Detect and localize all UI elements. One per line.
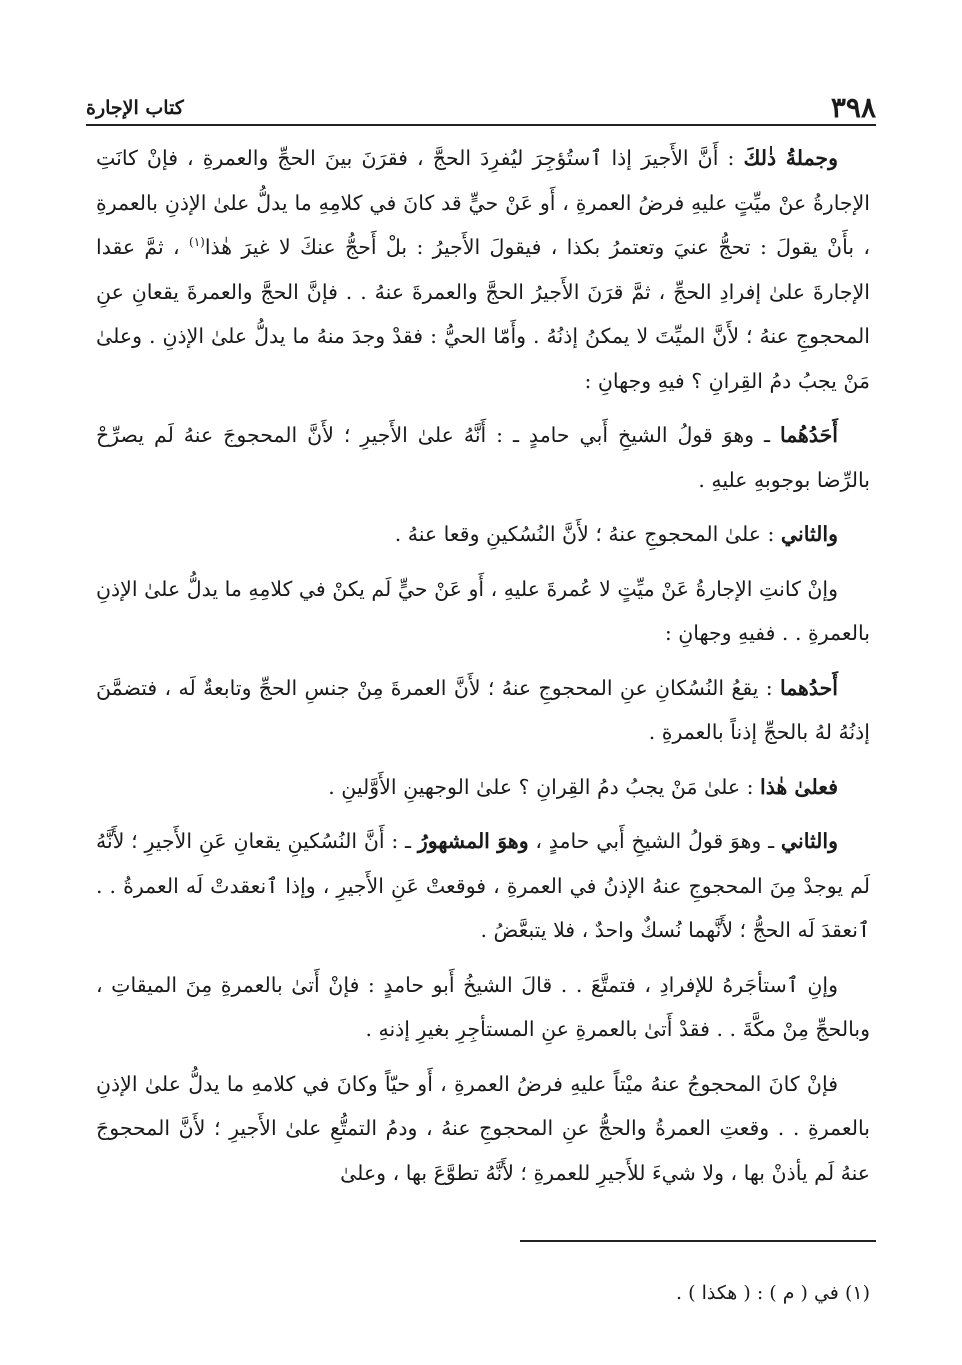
page-number: ٣٩٨ [830,91,876,124]
paragraph-text: : يقعُ النُسُكانِ عنِ المحجوجِ عنهُ ؛ لأَنَّ العمرةَ مِنْ جنسِ الحجِّ وتابعةٌ لَه ، فتضمَّنَ إذنُهُ لهُ بالحجِّ إذناً بالعمرةِ . [96,675,870,744]
page-header [86,82,876,122]
paragraph-lead: والثاني [780,522,838,546]
paragraph-text: ـ : أَنَّ النُسُكينِ يقعانِ عَنِ الأَجيرِ ؛ لأَنَّهُ لَم يوجدْ مِنَ المحجوجِ عنهُ الإذنُ في العمرةِ ، فوقعتْ عَنِ الأَجيرِ ، وإذا ٱنعقدتْ لَه العمرةُ . . ٱنعقدَ لَه الحجُّ ؛ لأَنَّهما نُسكٌ واحدٌ ، فلا يتبعَّضُ . [96,829,870,942]
paragraph-emphasis: وهوَ المشهورُ [417,829,529,853]
main-text [96,136,870,1195]
paragraph-text: وإنْ كانتِ الإجارةُ عَنْ ميِّتٍ لا عُمرةَ عليهِ ، أَو عَنْ حيٍّ لَم يكنْ في كلامِهِ ما يدلُّ علىٰ الإذنِ بالعمرةِ . . ففيهِ وجهانِ : [96,576,870,645]
paragraph [96,666,870,755]
paragraph-text: ، ثمَّ عقدا الإجارةَ علىٰ إفرادِ الحجِّ ، ثمَّ قرَنَ الأَجيرُ الحجَّ والعمرةَ عنهُ . . فإنَّ الحجَّ والعمرةَ يقعانِ عنِ المحجوجِ عنهُ ؛ لأَنَّ الميِّتَ لا يمكنُ إذنُهُ . وأَمّا الحيُّ : فقدْ وجدَ منهُ ما يدلُّ علىٰ الإذنِ . وعلىٰ مَنْ يجبُ دمُ القِرانِ ؟ فيهِ وجهانِ : [96,235,870,393]
footnote [96,1278,870,1308]
paragraph [96,413,870,502]
paragraph-text: : علىٰ المحجوجِ عنهُ ؛ لأَنَّ النُسُكينِ وقعا عنهُ . [394,522,781,546]
paragraph [96,136,870,403]
paragraph-lead: أَحدُهما [779,675,838,700]
paragraph-lead: أَحَدُهُما [779,423,838,447]
footnote-divider [520,1240,876,1242]
paragraph-lead: والثاني [780,829,838,853]
footnote-text: في ( م ) : ( هكذا ) . [676,1282,839,1304]
paragraph [96,567,870,656]
paragraph-text: ـ وهوَ قولُ الشيخِ أَبي حامدٍ ، [528,829,781,853]
paragraph-lead: وجملةُ ذٰلكَ [743,146,839,170]
paragraph-text: : علىٰ مَنْ يجبُ دمُ القِرانِ ؟ علىٰ الوجهينِ الأَوَّلينِ . [328,774,761,799]
paragraph-text: ـ وهوَ قولُ الشيخِ أَبي حامدٍ ـ : أَنَّهُ علىٰ الأَجيرِ ؛ لأَنَّ المحجوجَ عنهُ لَم يصرِّحْ بالرِّضا بوجوبهِ عليهِ . [96,423,870,492]
paragraph [96,512,870,557]
paragraph-lead: فعلىٰ هٰذا [760,774,838,799]
paragraph [96,819,870,953]
paragraph-text: فإنْ كانَ المحجوجُ عنهُ ميْتاً عليهِ فرضُ العمرةِ ، أَو حيّاً وكانَ في كلامهِ ما يدلُّ علىٰ الإذنِ بالعمرةِ . . وقعتِ العمرةُ والحجُّ عنِ المحجوجِ عنهُ ، ودمُ التمتُّعِ علىٰ الأَجيرِ ؛ لأَنَّ المحجوجَ عنهُ لَم يأذنْ بها ، ولا شيءَ للأَجيرِ للعمرةِ ؛ لأَنَّهُ تطوَّعَ بها ، وعلىٰ [96,1071,870,1185]
paragraph [96,1062,870,1196]
paragraph-text: وإنِ ٱستأجَرهُ للإفرادِ ، فتمتَّعَ . . قالَ الشيخُ أَبو حامدٍ : فإنْ أَتىٰ بالعمرةِ مِنَ الميقاتِ ، وبالحجِّ مِنْ مكَّةَ . . فقدْ أَتىٰ بالعمرةِ عنِ المستأجِرِ بغيرِ إذنهِ . [96,972,870,1041]
header-divider [86,124,876,126]
paragraph [96,765,870,810]
paragraph-text: : أَنَّ الأَجيرَ إذا ٱستُؤجِرَ ليُفرِدَ الحجَّ ، فقرَنَ بينَ الحجِّ والعمرةِ ، فإنْ كانَتِ الإجارةُ عنْ ميِّتٍ عليهِ فرضُ العمرةِ ، أَو عَنْ حيٍّ قد كانَ في كلامِهِ ما يدلُّ علىٰ الإذنِ بالعمرةِ ، بأَنْ يقولَ : تحجُّ عنيَ وتعتمرُ بكذا ، فيقولَ الأَجيرُ : بلْ أَحجُّ عنكَ لا غيرَ هٰذا [96,146,871,259]
book-title: كتاب الإجارة [86,97,184,119]
footnote-number: (١) [844,1282,870,1304]
paragraph [96,963,870,1052]
footnote-reference: (١) [189,235,205,250]
